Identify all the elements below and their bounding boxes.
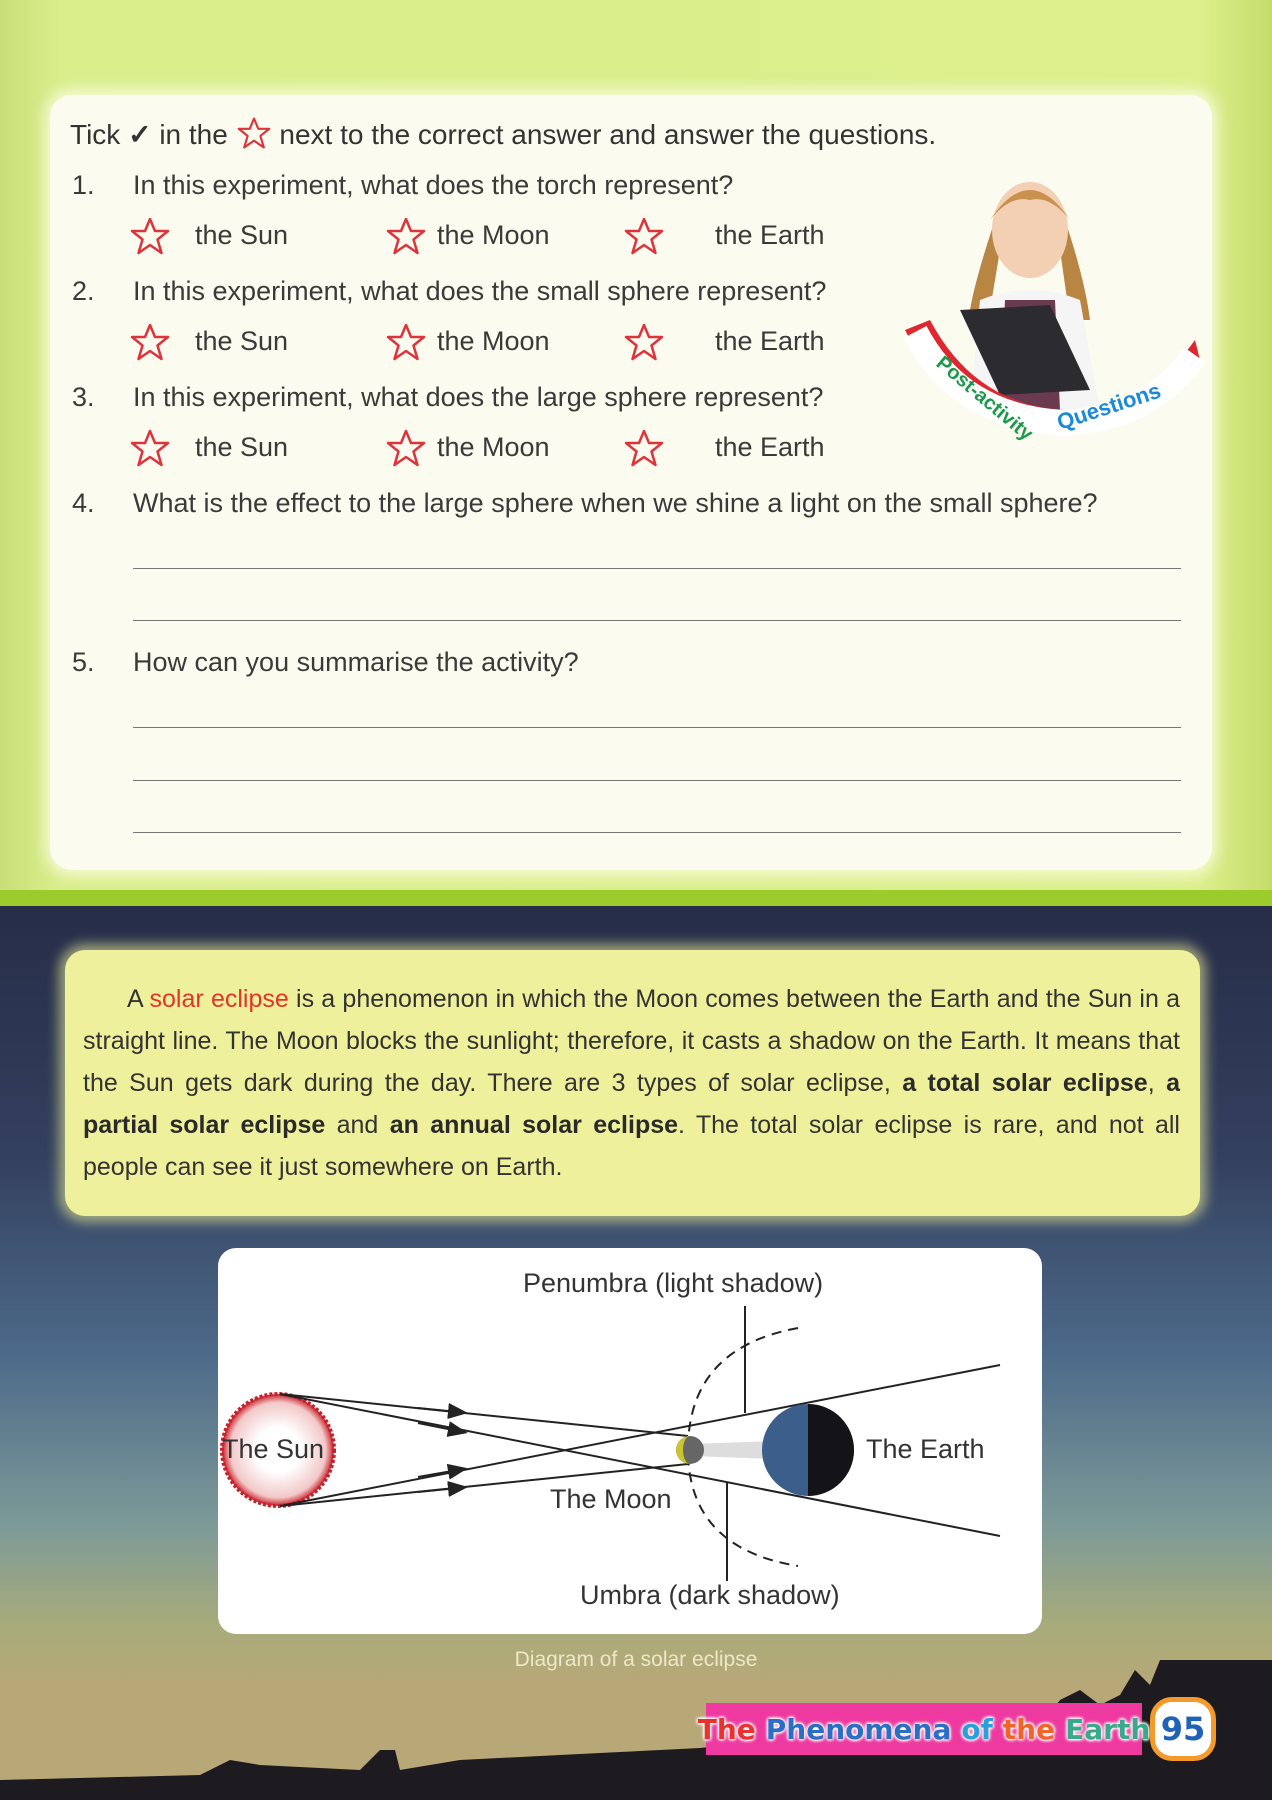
diagram-caption: Diagram of a solar eclipse	[514, 1648, 758, 1671]
term-total: a total solar eclipse	[902, 1069, 1148, 1097]
answer-option-label: the Sun	[195, 326, 289, 356]
answer-line[interactable]	[133, 620, 1181, 621]
solar-eclipse-paragraph	[65, 950, 1200, 1216]
badge-text-2: Questions	[1053, 377, 1164, 435]
answer-option-label: the Earth	[715, 326, 825, 356]
question-3: In this experiment, what does the large sphere represent?	[133, 382, 824, 412]
solar-eclipse-diagram	[218, 1248, 1042, 1634]
tick-icon: ✓	[128, 119, 152, 150]
chapter-title-word: Phenomena	[765, 1712, 952, 1746]
answer-option-label: the Moon	[437, 220, 550, 250]
question-1: In this experiment, what does the torch represent?	[133, 170, 734, 200]
answer-line[interactable]	[133, 727, 1181, 728]
answer-option-label: the Moon	[437, 432, 550, 462]
star-icon	[236, 116, 272, 150]
penumbra-label: Penumbra (light shadow)	[523, 1268, 824, 1298]
moon-label: The Moon	[550, 1484, 672, 1514]
question-number: 3.	[72, 382, 95, 412]
question-2: In this experiment, what does the small sphere represent?	[133, 276, 827, 306]
term-annual: an annual solar eclipse	[389, 1111, 679, 1139]
instruction	[70, 116, 936, 151]
answer-star-checkbox[interactable]	[624, 216, 664, 256]
question-5: How can you summarise the activity?	[133, 647, 579, 677]
star-icon	[386, 428, 426, 468]
answer-star-checkbox[interactable]	[624, 428, 664, 468]
answer-star-checkbox[interactable]	[624, 322, 664, 362]
term-solar-eclipse: solar eclipse	[149, 985, 289, 1013]
question-number: 4.	[72, 488, 95, 518]
sun-label: The Sun	[222, 1434, 325, 1464]
badge-text-1: Post-activity	[931, 351, 1038, 446]
star-icon	[624, 216, 664, 256]
answer-line[interactable]	[133, 780, 1181, 781]
chapter-title	[697, 1703, 1151, 1755]
post-activity-questions-badge	[895, 310, 1215, 450]
text: A	[127, 985, 150, 1013]
answer-option-label: the Earth	[715, 220, 825, 250]
green-divider	[0, 890, 1272, 906]
answer-star-checkbox[interactable]	[386, 216, 426, 256]
star-icon	[130, 428, 170, 468]
answer-star-checkbox[interactable]	[386, 428, 426, 468]
answer-option-label: the Earth	[715, 432, 825, 462]
term-partial: a partial solar eclipse	[83, 1069, 1180, 1139]
text: is a phenomenon in which the Moon comes between the Earth and the Sun in a straight line. The Moon blocks the sunlight; therefore, it casts a shadow on the Earth. It means that the Sun gets dark during the day. There are 3 types of solar eclipse,	[83, 985, 1181, 1097]
text: and	[325, 1111, 390, 1139]
answer-star-checkbox[interactable]	[130, 322, 170, 362]
question-number: 5.	[72, 647, 95, 677]
text: . The total solar eclipse is rare, and not all people can see it just somewhere on Earth.	[83, 1111, 1180, 1181]
star-icon	[386, 216, 426, 256]
page-number: 95	[1150, 1697, 1216, 1761]
umbra-label: Umbra (dark shadow)	[580, 1580, 840, 1610]
star-icon	[386, 322, 426, 362]
answer-star-checkbox[interactable]	[130, 216, 170, 256]
chapter-title-word: The	[697, 1712, 756, 1746]
answer-star-checkbox[interactable]	[130, 428, 170, 468]
earth-label: The Earth	[866, 1434, 985, 1464]
text: ,	[1147, 1069, 1167, 1097]
star-icon	[624, 322, 664, 362]
star-icon	[130, 322, 170, 362]
answer-option-label: the Moon	[437, 326, 550, 356]
chapter-title-word: the	[1002, 1712, 1056, 1746]
question-4: What is the effect to the large sphere when we shine a light on the small sphere?	[133, 488, 1098, 518]
star-icon	[624, 428, 664, 468]
instruction-text: in the	[159, 119, 228, 150]
star-icon	[130, 216, 170, 256]
answer-line[interactable]	[133, 832, 1181, 833]
instruction-text: next to the correct answer and answer the questions.	[279, 119, 937, 150]
answer-line[interactable]	[133, 568, 1181, 569]
instruction-text: Tick	[70, 119, 121, 150]
answer-option-label: the Sun	[195, 220, 289, 250]
answer-star-checkbox[interactable]	[386, 322, 426, 362]
answer-option-label: the Sun	[195, 432, 289, 462]
question-number: 2.	[72, 276, 95, 306]
question-number: 1.	[72, 170, 95, 200]
chapter-title-word: Earth	[1065, 1712, 1151, 1746]
chapter-title-word: of	[961, 1712, 993, 1746]
